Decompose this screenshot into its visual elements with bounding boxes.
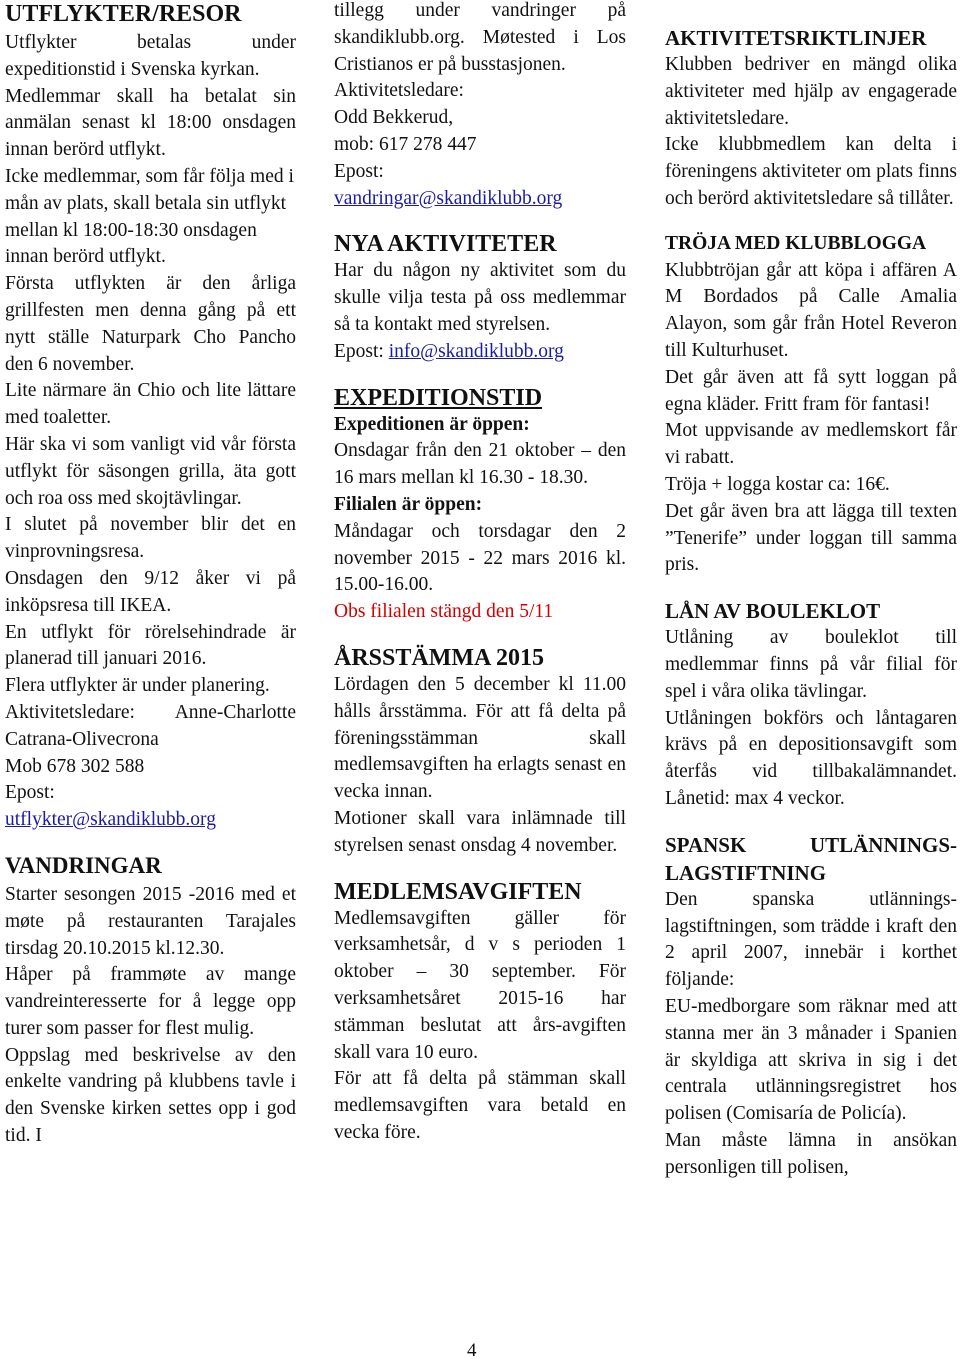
filial-closed-notice: Obs filialen stängd den 5/11 — [334, 601, 554, 623]
utflykter-heading: UTFLYKTER/RESOR — [5, 1, 242, 27]
vandringar-paragraph: Oppslag med beskrivelse av den enkelte vandring på klubbens tavle i den Svenske kirken settes opp i god tid. I — [5, 1044, 296, 1147]
utflykter-paragraph: Lite närmare än Chio och lite lättare med toaletter. — [5, 380, 296, 429]
medlemsavgiften-text: Medlemsavgiften gäller för verksamhetsår, d v s perioden 1 oktober – 30 september. För verksamhetsåret 2015-16 har stämman beslutat att års-avgiften skall vara 10 euro. — [334, 907, 626, 1063]
utflykter-paragraph: Icke medlemmar, som får följa med i mån av plats, skall betala sin utflykt mellan kl 18:00-18:30 onsdagen innan berörd utflykt. — [5, 165, 294, 268]
vandringar-email-link[interactable]: vandringar@skandiklubb.org — [334, 187, 563, 209]
utflykter-paragraph: Onsdagen den 9/12 åker vi på inköpsresa till IKEA. — [5, 567, 296, 616]
arsstamma-heading: ÅRSSTÄMMA 2015 — [334, 644, 545, 671]
vandringar-paragraph: Håper på frammøte av mange vandreinteresserte for å legge opp turer som passer for flest mulig. — [5, 964, 296, 1039]
spansk-text: Man måste lämna in ansökan personligen till polisen, — [665, 1129, 957, 1178]
troja-price-text: Tröja + logga kostar ca: 16€. — [665, 473, 890, 495]
utflykter-paragraph: Utflykter betalas under expeditionstid i Svenska kyrkan. — [5, 32, 296, 80]
spacer — [665, 213, 957, 231]
utflykter-email-link[interactable]: utflykter@skandiklubb.org — [5, 809, 216, 831]
utflykter-leader: Aktivitetsledare: Anne-Charlotte Catrana-Olivecrona — [5, 701, 296, 750]
column-middle — [334, 0, 626, 1147]
vandringar-paragraph: Starter sesongen 2015 -2016 med et møte på restauranten Tarajales tirsdag 20.10.2015 kl.12.30. — [5, 883, 296, 959]
troja-text: Klubbtröjan går att köpa i affären A M Bordados på Calle Amalia Alayon, som går från Hotel Reveron till Kulturhuset. — [665, 259, 957, 361]
column-left — [5, 0, 296, 1150]
nya-epost-label: Epost: — [334, 340, 384, 362]
filial-open-heading: Filialen är öppen: — [334, 493, 483, 515]
expeditionstid-heading: EXPEDITIONSTID — [334, 384, 543, 411]
vandringar-epost-label: Epost: — [334, 160, 384, 182]
spacer — [665, 579, 957, 597]
vandringar-mobile: mob: 617 278 447 — [334, 133, 477, 155]
bouleklot-text: Utlåning av bouleklot till medlemmar finns på vår filial för spel i våra olika tävlingar. — [665, 627, 957, 702]
utflykter-paragraph: I slutet på november blir det en vinprovningsresa. — [5, 514, 296, 563]
riktlinjer-text: Icke klubbmedlem kan delta i föreningens aktiviteter om plats finns och berörd aktivitetsledare så tillåter. — [665, 134, 957, 209]
utflykter-paragraph: Flera utflykter är under planering. — [5, 675, 270, 697]
spacer — [334, 366, 626, 384]
expedition-open-text: Onsdagar från den 21 oktober – den 16 mars mellan kl 16.30 - 18.30. — [334, 440, 626, 489]
medlemsavgiften-heading: MEDLEMSAVGIFTEN — [334, 878, 582, 905]
vandringar-leader-label: Aktivitetsledare: — [334, 80, 464, 102]
arsstamma-motioner-text: Motioner skall vara inlämnade till styrelsen senast onsdag 4 november. — [334, 807, 626, 856]
utflykter-paragraph: En utflykt för rörelsehindrade är planerad till januari 2016. — [5, 621, 296, 670]
troja-text: Det går även att få sytt loggan på egna kläder. Fritt fram för fantasi! — [665, 366, 957, 415]
utflykter-paragraph: Medlemmar skall ha betalat sin anmälan senast kl 18:00 onsdagen innan berörd utflykt. — [5, 85, 296, 161]
spacer — [334, 212, 626, 230]
spacer — [334, 860, 626, 878]
riktlinjer-text: Klubben bedriver en mängd olika aktiviteter med hjälp av engagerade aktivitetsledare. — [665, 54, 957, 129]
vandringar-heading: VANDRINGAR — [5, 852, 162, 878]
column-right — [665, 0, 957, 1181]
spansk-text: Den spanska utlännings-lagstiftningen, som trädde i kraft den 2 april 2007, innebär i korthet följande: — [665, 888, 957, 991]
utflykter-epost-label: Epost: — [5, 782, 55, 804]
nya-aktiviteter-heading: NYA AKTIVITETER — [334, 231, 557, 258]
page-number: 4 — [467, 1340, 477, 1361]
aktivitetsriktlinjer-heading: AKTIVITETSRIKTLINJER — [665, 26, 927, 50]
vandringar-leader-name: Odd Bekkerud, — [334, 107, 454, 129]
expedition-open-heading: Expeditionen är öppen: — [334, 413, 530, 435]
troja-heading: TRÖJA MED KLUBBLOGGA — [665, 232, 927, 254]
spansk-text: EU-medborgare som räknar med att stanna mer än 3 månader i Spanien är skyldiga att skriva in sig i det centrala utlänningsregistret hos polisen (Comisaría de Policía). — [665, 995, 957, 1125]
arsstamma-text: Lördagen den 5 december kl 11.00 hålls årsstämma. För att få delta på föreningsstämman skall medlemsavgiften ha erlagts senast en vecka innan. — [334, 673, 626, 803]
utflykter-paragraph: Här ska vi som vanligt vid vår första utflykt för säsongen grilla, äta gott och roa oss med skojtävlingar. — [5, 433, 296, 509]
nya-aktiviteter-text: Har du någon ny aktivitet som du skulle vilja testa på oss medlemmar så ta kontakt med styrelsen. — [334, 260, 626, 335]
troja-text: Mot uppvisande av medlemskort får vi rabatt. — [665, 420, 957, 469]
utflykter-paragraph: Första utflykten är den årliga grillfesten men denna gång på ett nytt ställe Naturpark Cho Pancho den 6 november. — [5, 273, 296, 375]
spacer — [5, 834, 296, 852]
vandringar-continued: tillegg under vandringer på skandiklubb.org. Møtested i Los Cristianos er på busstasjonen. — [334, 0, 626, 75]
troja-text: Det går även bra att lägga till texten ”Tenerife” under loggan till samma pris. — [665, 500, 957, 576]
spansk-lagstiftning-heading: SPANSK UTLÄNNINGS-LAGSTIFTNING — [665, 832, 957, 885]
bouleklot-heading: LÅN AV BOULEKLOT — [665, 599, 881, 624]
spacer — [665, 813, 957, 831]
medlemsavgiften-stamma-text: För att få delta på stämman skall medlemsavgiften vara betald en vecka före. — [334, 1068, 626, 1143]
info-email-link[interactable]: info@skandiklubb.org — [388, 340, 564, 362]
spacer — [334, 626, 626, 644]
bouleklot-text: Utlåningen bokförs och låntagaren krävs på en depositionsavgift som återfås vid tillbakalämnandet. Lånetid: max 4 veckor. — [665, 707, 957, 809]
utflykter-mobile: Mob 678 302 588 — [5, 755, 145, 777]
filial-open-text: Måndagar och torsdagar den 2 november 2015 - 22 mars 2016 kl. 15.00-16.00. — [334, 520, 626, 596]
